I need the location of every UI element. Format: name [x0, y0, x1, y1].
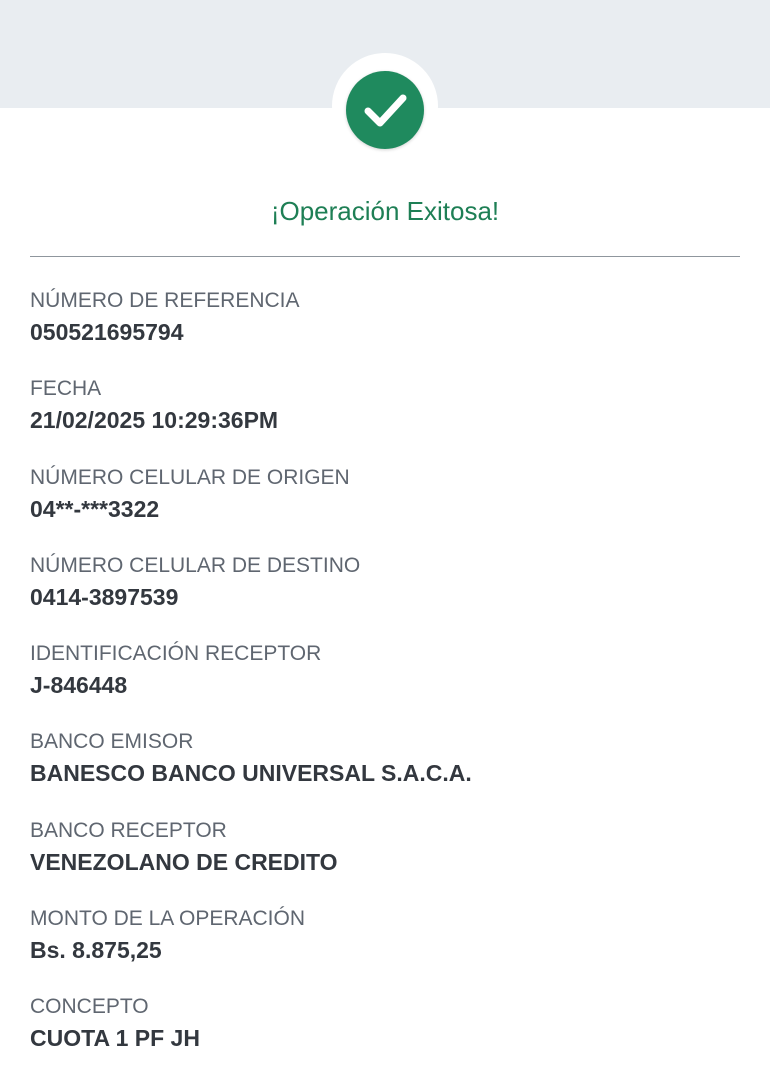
issuing-bank-field — [30, 727, 740, 815]
success-title: ¡Operación Exitosa! — [270, 196, 500, 226]
concept-label: CONCEPTO — [30, 995, 149, 1019]
destination-phone-label: NÚMERO CELULAR DE DESTINO — [30, 553, 361, 577]
date-field — [30, 374, 740, 462]
origin-phone-value: 04**-***3322 — [30, 495, 160, 522]
origin-phone-label: NÚMERO CELULAR DE ORIGEN — [30, 465, 350, 489]
amount-value: Bs. 8.875,25 — [30, 937, 162, 964]
receiving-bank-label: BANCO RECEPTOR — [30, 818, 227, 842]
reference-number-label: NÚMERO DE REFERENCIA — [30, 289, 300, 312]
reference-number-value: 050521695794 — [30, 319, 184, 345]
receiver-id-label: IDENTIFICACIÓN RECEPTOR — [30, 642, 322, 666]
issuing-bank-label: BANCO EMISOR — [30, 730, 194, 754]
check-icon — [346, 71, 424, 149]
origin-phone-field — [30, 463, 740, 551]
receiving-bank-field — [30, 816, 740, 904]
date-label: FECHA — [30, 377, 102, 401]
amount-label: MONTO DE LA OPERACIÓN — [30, 907, 305, 931]
divider — [30, 256, 740, 257]
date-value: 21/02/2025 10:29:36PM — [30, 407, 279, 434]
destination-phone-value: 0414-3897539 — [30, 583, 179, 610]
operation-details — [30, 286, 740, 1081]
receiver-id-field — [30, 639, 740, 727]
reference-number-field — [30, 286, 740, 374]
receiving-bank-value: VENEZOLANO DE CREDITO — [30, 848, 338, 875]
amount-field — [30, 904, 740, 992]
destination-phone-field — [30, 551, 740, 639]
concept-value: CUOTA 1 PF JH — [30, 1025, 200, 1052]
issuing-bank-value: BANESCO BANCO UNIVERSAL S.A.C.A. — [30, 760, 472, 787]
concept-field — [30, 992, 740, 1080]
receiver-id-value: J-846448 — [30, 672, 128, 699]
